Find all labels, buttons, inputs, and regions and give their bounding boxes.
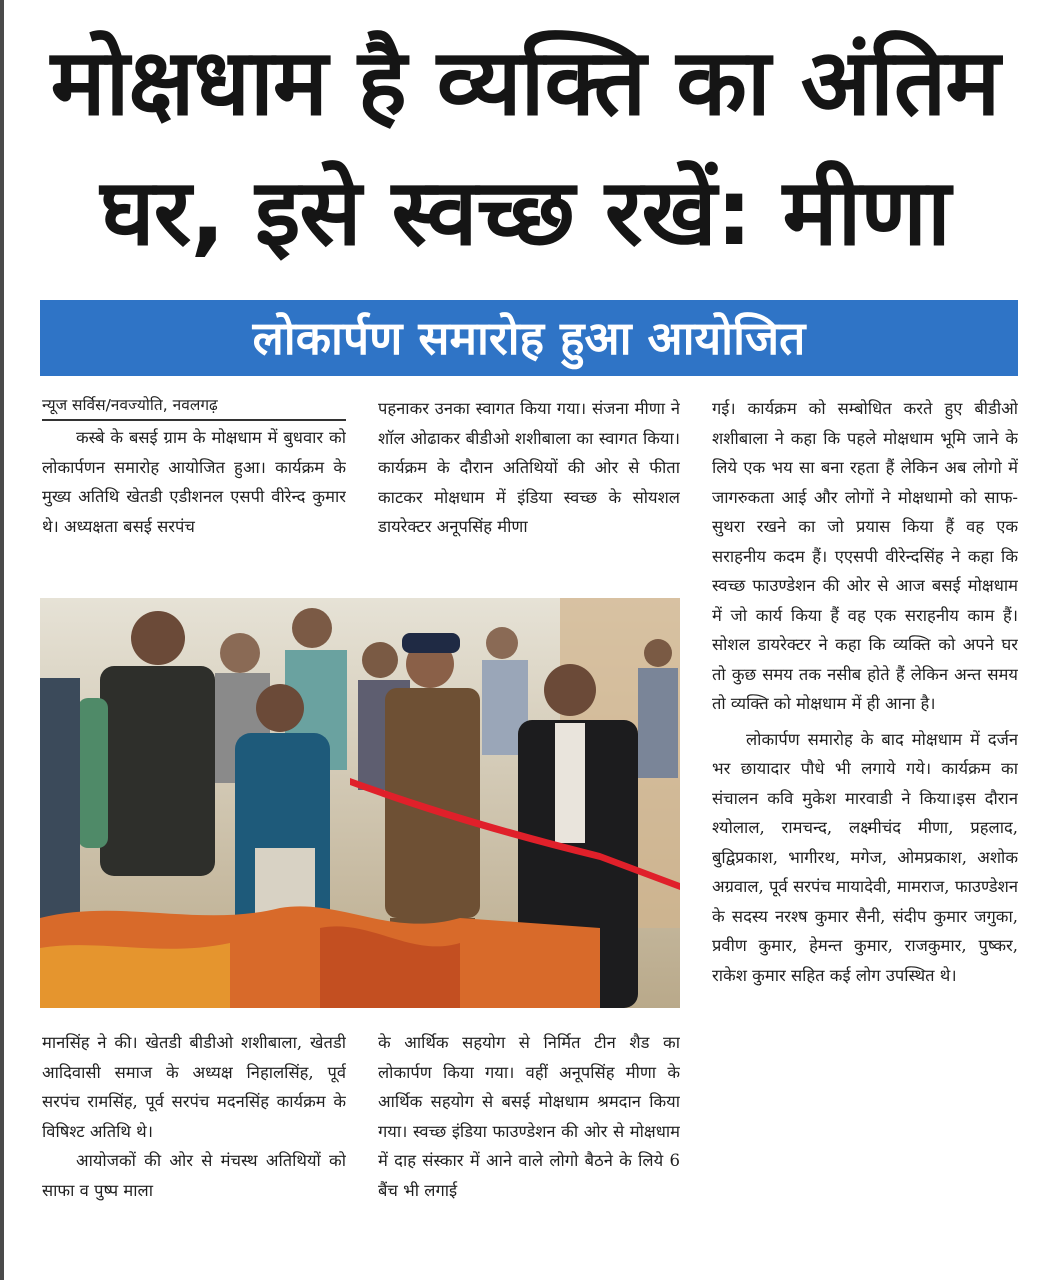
news-photo	[40, 598, 680, 1008]
page-edge-rule	[0, 0, 4, 1280]
byline: न्यूज सर्विस/नवज्योति, नवलगढ़	[42, 392, 346, 421]
paragraph: के आर्थिक सहयोग से निर्मित टीन शैड का लोकार्पण किया गया। वहीं अनूपसिंह मीणा के आर्थिक सहयोग से बसई मोक्षधाम श्रमदान किया गया। स्वच्छ इंडिया फाउण्डेशन की ओर से मोक्षधाम में दाह संस्कार में आने वाले लोगो बैठने के लिये 6 बैंच भी लगाई	[378, 1033, 680, 1200]
paragraph: लोकार्पण समारोह के बाद मोक्षधाम में दर्जन भर छायादार पौधे भी लगाये गये। कार्यक्रम का संचालन कवि मुकेश मारवाडी ने किया।इस दौरान श्योलाल, रामचन्द, लक्ष्मीचंद मीणा, प्रहलाद, बुद्विप्रकाश, भागीरथ, मगेज, ओमप्रकाश, अशोक अग्रवाल, पूर्व सरपंच मायादेवी, मामराज, फाउण्डेशन के सदस्य नरश्ष कुमार सैनी, संदीप कुमार जगुका, प्रवीण कुमार, हेमन्त कुमार, राजकुमार, पुष्कर, राकेश कुमार सहित कई लोग उपस्थित थे।	[712, 729, 1018, 985]
paragraph: मानसिंह ने की। खेतडी बीडीओ शशीबाला, खेतडी आदिवासी समाज के अध्यक्ष निहालसिंह, पूर्व सरपंच रामसिंह, पूर्व सरपंच मदनसिंह कार्यक्रम के विषिश्ट अतिथि थे।	[42, 1033, 346, 1141]
paragraph: आयोजकों की ओर से मंचस्थ अतिथियों को साफा व पुष्प माला	[42, 1151, 346, 1200]
column-3	[712, 394, 1018, 1254]
column-2-bottom	[378, 1028, 680, 1256]
paragraph: पहनाकर उनका स्वागत किया गया। संजना मीणा ने शॉल ओढाकर बीडीओ शशीबाला का स्वागत किया।कार्यक्रम के दौरान अतिथियों की ओर से फीता काटकर मोक्षधाम में इंडिया स्वच्छ के सोयशल डायरेक्टर अनूपसिंह मीणा	[378, 399, 680, 536]
ribbon-cutting-photo	[40, 598, 680, 1008]
paragraph: गई। कार्यक्रम को सम्बोधित करते हुए बीडीओ शशीबाला ने कहा कि पहले मोक्षधाम भूमि जाने के लिये एक भय सा बना रहता हैं लेकिन अब लोगो में जागरुकता आई और लोगों ने मोक्षधामो को साफ-सुथरा रखने का जो प्रयास किया हैं वह एक सराहनीय कदम हैं। एएसपी वीरेन्दसिंह ने कहा कि स्वच्छ फाउण्डेशन की ओर से आज बसई मोक्षधाम में जो कार्य किया हैं वह एक सराहनीय काम हैं। सोशल डायरेक्टर ने कहा कि व्यक्ति को अपने घर तो कुछ समय तक नसीब होते हैं लेकिन अन्त समय तो व्यक्ति को मोक्षधाम में ही आना है।	[712, 399, 1018, 713]
subheadline-banner: लोकार्पण समारोह हुआ आयोजित	[40, 300, 1018, 376]
column-1-bottom	[42, 1028, 346, 1256]
column-1-top	[42, 392, 346, 592]
headline-line-1: मोक्षधाम है व्यक्ति का अंतिम	[50, 29, 1000, 136]
column-2-top	[378, 394, 680, 592]
headline	[20, 18, 1030, 278]
headline-line-2: घर, इसे स्वच्छ रखें: मीणा	[100, 159, 950, 266]
paragraph: कस्बे के बसई ग्राम के मोक्षधाम में बुधवार को लोकार्पणन समारोह आयोजित हुआ। कार्यक्रम के मुख्य अतिथि खेतडी एडीशनल एसपी वीरेन्द कुमार थे। अध्यक्षता बसई सरपंच	[42, 428, 346, 536]
